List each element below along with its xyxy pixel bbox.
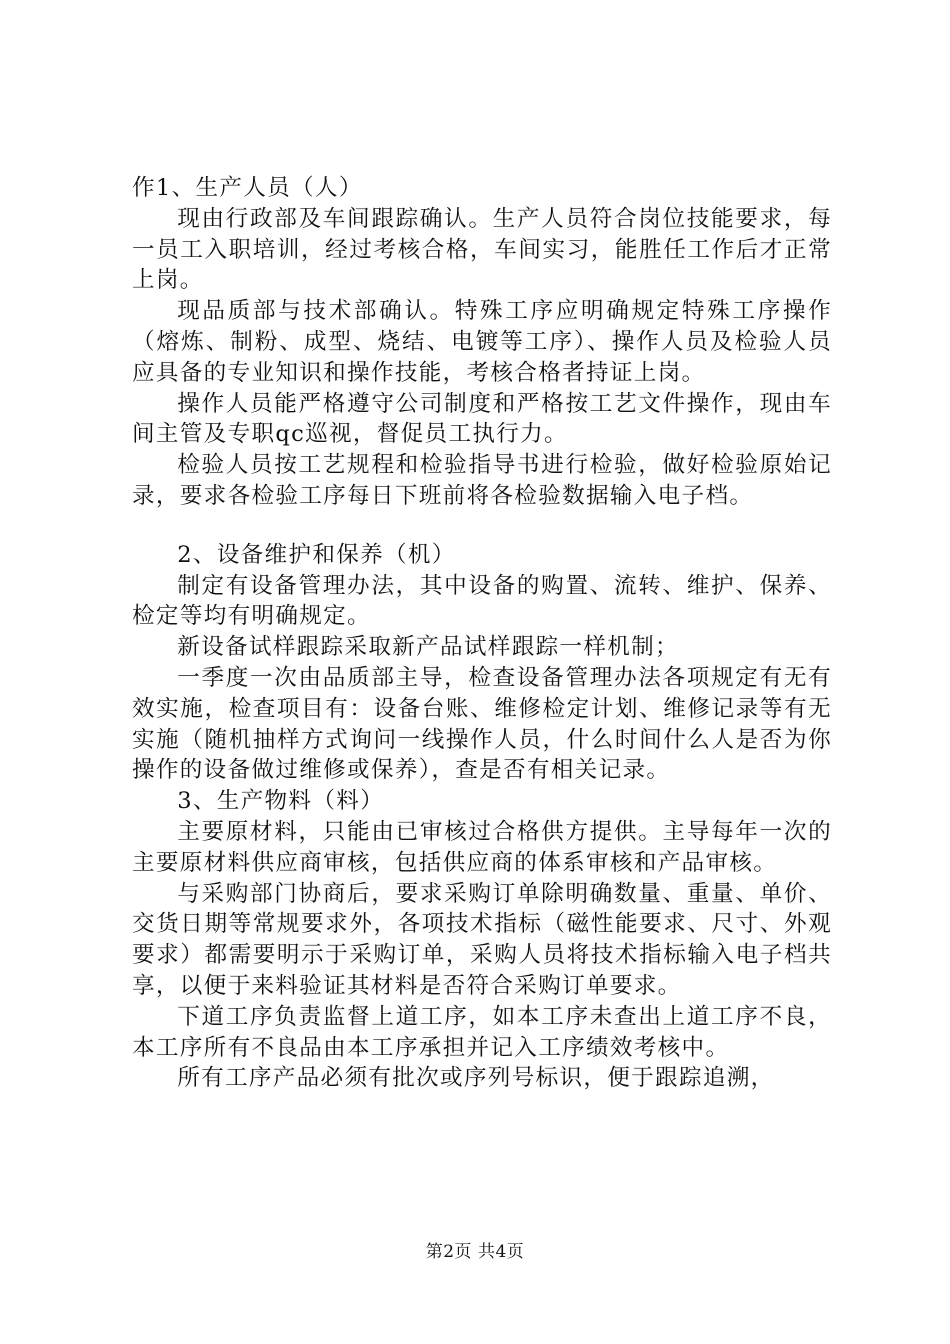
paragraph-raw-material-suppliers: 主要原材料，只能由已审核过合格供方提供。主导每年一次的主要原材料供应商审核，包括供应商的体系审核和产品审核。 bbox=[132, 818, 832, 876]
document-body bbox=[132, 173, 832, 1094]
paragraph-downstream-supervision: 下道工序负责监督上道工序，如本工序未查出上道工序不良，本工序所有不良品由本工序承担并记入工序绩效考核中。 bbox=[132, 1003, 832, 1061]
paragraph-production-staff-confirmation: 现由行政部及车间跟踪确认。生产人员符合岗位技能要求，每一员工入职培训，经过考核合格，车间实习，能胜任工作后才正常上岗。 bbox=[132, 205, 832, 294]
paragraph-new-equipment-trial: 新设备试样跟踪采取新产品试样跟踪一样机制； bbox=[177, 634, 679, 661]
section-3-heading: 3、生产物料（料） bbox=[177, 788, 385, 815]
page-number-footer: 第2页 共4页 bbox=[425, 1242, 525, 1262]
section-1-heading: 作1、生产人员（人） bbox=[132, 175, 363, 201]
paragraph-purchase-order-requirements: 与采购部门协商后，要求采购订单除明确数量、重量、单价、交货日期等常规要求外，各项技术指标（磁性能要求、尺寸、外观要求）都需要明示于采购订单，采购人员将技术指标输入电子档共享，以便于来料验证其材料是否符合采购订单要求。 bbox=[132, 880, 832, 999]
paragraph-equipment-management: 制定有设备管理办法，其中设备的购置、流转、维护、保养、检定等均有明确规定。 bbox=[132, 572, 832, 630]
paragraph-special-process-operators: 现品质部与技术部确认。特殊工序应明确规定特殊工序操作（熔炼、制粉、成型、烧结、电镀等工序）、操作人员及检验人员应具备的专业知识和操作技能，考核合格者持证上岗。 bbox=[132, 298, 832, 386]
paragraph-batch-traceability: 所有工序产品必须有批次或序列号标识，便于跟踪追溯， bbox=[177, 1065, 775, 1092]
paragraph-spacer bbox=[132, 512, 832, 540]
paragraph-inspection-records: 检验人员按工艺规程和检验指导书进行检验，做好检验原始记录，要求各检验工序每日下班前将各检验数据输入电子档。 bbox=[132, 452, 832, 509]
section-2-heading: 2、设备维护和保养（机） bbox=[177, 541, 456, 568]
paragraph-quarterly-equipment-check: 一季度一次由品质部主导，检查设备管理办法各项规定有无有效实施，检查项目有：设备台账、维修检定计划、维修记录等有无实施（随机抽样方式询问一线操作人员，什么时间什么人是否为你操作的设备做过维修或保养），查是否有相关记录。 bbox=[132, 664, 832, 784]
paragraph-operator-compliance: 操作人员能严格遵守公司制度和严格按工艺文件操作，现由车间主管及专职qc巡视，督促员工执行力。 bbox=[132, 390, 832, 448]
